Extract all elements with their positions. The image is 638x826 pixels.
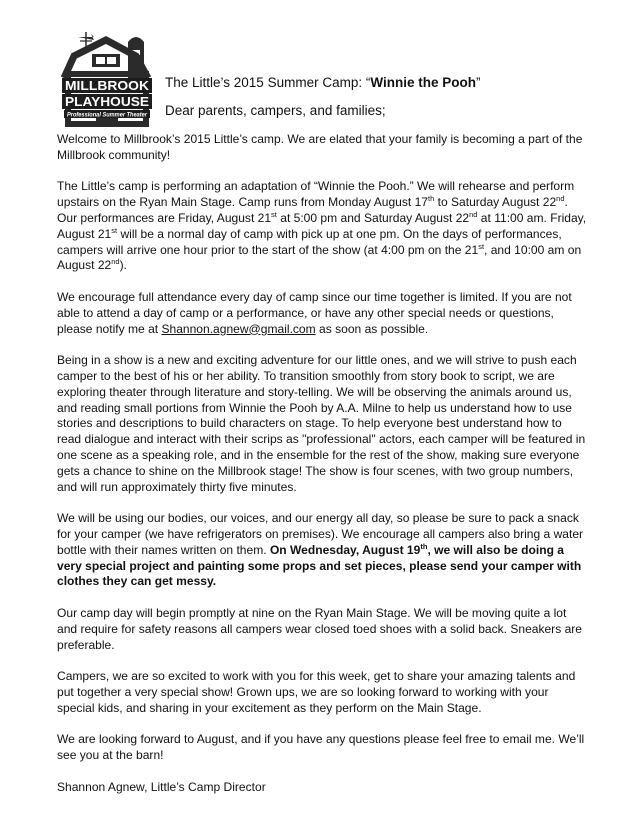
schedule-text-e: at 11:00 am. Friday, August 21 [57, 210, 587, 241]
paragraph-welcome: Welcome to Millbrook’s 2015 Little’s camp. We are elated that your family is becoming a part of the Millbrook community! [57, 132, 583, 162]
schedule-text-h: ). [119, 258, 127, 273]
letter-title [165, 74, 480, 91]
attendance-text-b: as soon as possible. [315, 321, 429, 336]
schedule-text-a: The Little’s camp is performing an adaptation of “Winnie the Pooh.” We will rehearse and perform upstairs on the Ryan Main Stage. Camp runs from Monday August 17 [57, 179, 575, 210]
logo-line2: PLAYHOUSE [65, 95, 149, 109]
notice-text-a: On Wednesday, August 19 [269, 542, 421, 557]
schedule-text-c: . Our performances are Friday, August 21 [57, 195, 568, 225]
paragraph-attendance [57, 290, 587, 337]
title-prefix: The Little’s 2015 Summer Camp: “ [165, 75, 371, 90]
schedule-text-g: , and 10:00 am on August 22 [57, 242, 582, 273]
schedule-text-b: to Saturday August 22 [434, 195, 557, 210]
paragraph-adventure: Being in a show is a new and exciting adventure for our little ones, and we will strive to push each camper to the best of his or her ability. To transition smoothly from story book to script, we are exploring theater through literature and story-telling. We will be observing the animals around us, and reading small portions from Winnie the Pooh by A.A. Milne to help us understand how to use stories and descriptions to build characters on stage. To help everyone best understand how to read dialogue and interact with their scrips as "professional" actors, each camper will be featured in one scene as a speaking role, and in the ensemble for the rest of the show, making sure everyone gets a chance to shine on the Millbrook stage! The show is four scenes, with two group numbers, and will run approximately thirty five minutes. [57, 353, 586, 494]
millbrook-playhouse-logo [58, 28, 156, 128]
schedule-text-f: will be a normal day of camp with pick up at one pm. On the days of performances, campers will arrive one hour prior to the start of the show (at 4:00 pm on the 21 [57, 226, 562, 257]
supplies-text: We will be using our bodies, our voices, and our energy all day, so please be sure to pack a snack for your camper (we have refrigerators on premises). We encourage all campers also bring a water bottle with their names written on them. [57, 511, 584, 557]
contact-email-link[interactable]: Shannon.agnew@gmail.com [161, 321, 316, 336]
ordinal-suffix: th [420, 541, 428, 551]
ordinal-suffix: st [271, 209, 277, 219]
ordinal-suffix: th [427, 194, 435, 204]
ordinal-suffix: nd [111, 257, 120, 267]
attendance-text-a: We encourage full attendance every day of camp since our time together is limited. If you are not able to attend a day of camp or a performance, or have any other special needs or questions, please notify me at [57, 289, 572, 336]
paragraph-excitement: Campers, we are so excited to work with you for this week, get to share your amazing talents and put together a very special show! Grown ups, we are so looking forward to working with your special kids, and sharing in your excitement as they perform on the Main Stage. [57, 669, 576, 715]
paragraph-supplies [57, 511, 587, 590]
ordinal-suffix: nd [469, 209, 478, 219]
ordinal-suffix: nd [556, 194, 565, 204]
paragraph-schedule [57, 179, 587, 274]
letter-greeting: Dear parents, campers, and families; [165, 103, 386, 118]
paragraph-camp-day: Our camp day will begin promptly at nine on the Ryan Main Stage. We will be moving quite a lot and require for safety reasons all campers wear closed toed shoes with a solid back. Sneakers are preferable. [57, 605, 582, 652]
title-suffix: ” [475, 75, 481, 90]
ordinal-suffix: st [478, 241, 485, 251]
title-show-name: Winnie the Pooh [370, 75, 476, 90]
paragraph-closing: We are looking forward to August, and if you have any questions please feel free to email me. We’ll see you at the barn! [57, 732, 585, 763]
schedule-text-d: at 5:00 pm and Saturday August 22 [276, 210, 470, 225]
barn-logo-graphic [58, 28, 156, 128]
logo-line1: MILLBROOK [65, 79, 149, 93]
notice-text-b: , we will also be doing a very special project and painting some props and set pieces, please send your camper with clothes they can get messy. [57, 542, 582, 589]
letter-body [57, 132, 587, 811]
signature: Shannon Agnew, Little’s Camp Director [57, 779, 266, 794]
ordinal-suffix: st [111, 225, 118, 235]
logo-tagline: Professional Summer Theater [67, 112, 148, 119]
